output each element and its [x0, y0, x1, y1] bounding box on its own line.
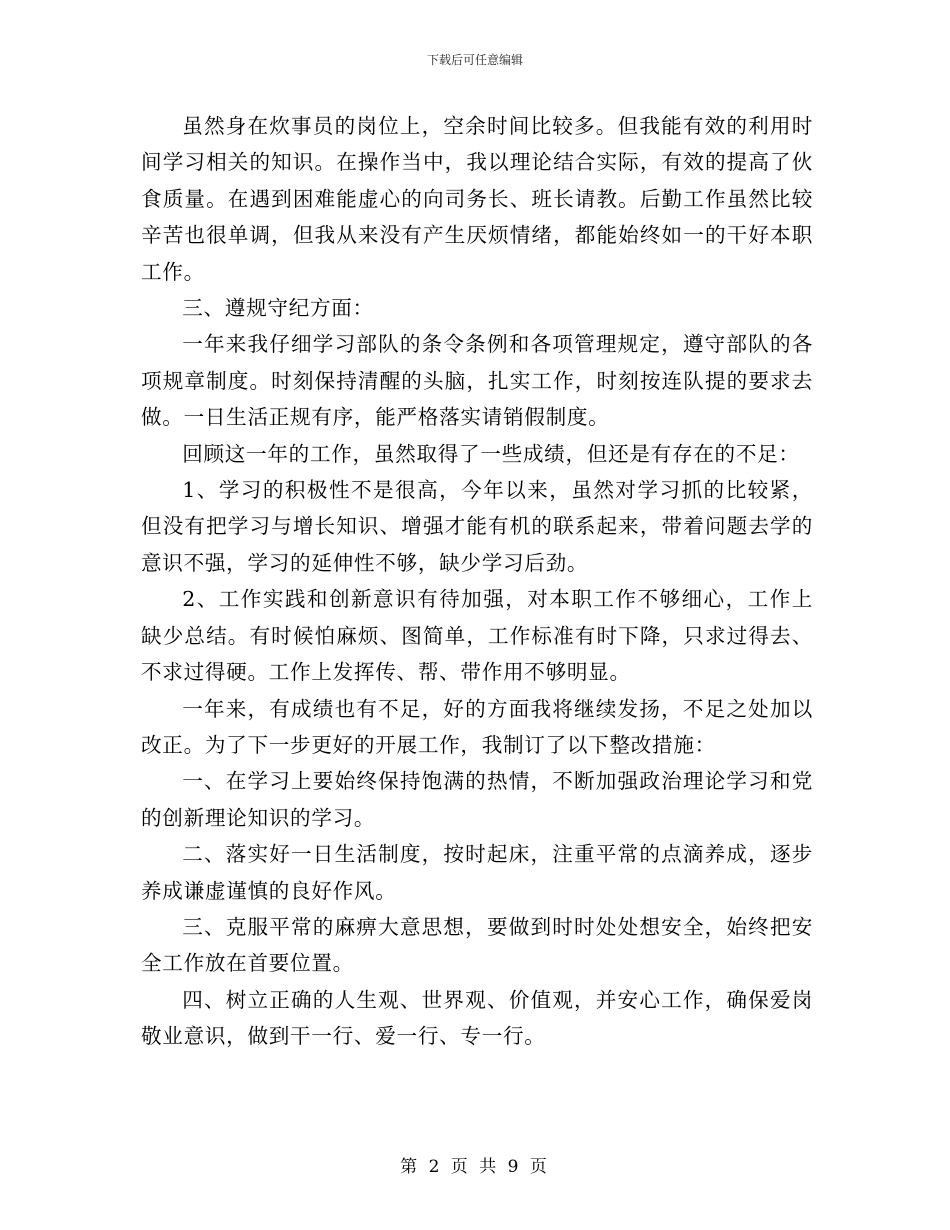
list-item: 二、落实好一日生活制度，按时起床，注重平常的点滴养成，逐步养成谦虚谨慎的良好作风。: [141, 842, 813, 903]
paragraph: 虽然身在炊事员的岗位上，空余时间比较多。但我能有效的利用时间学习相关的知识。在操作当中，我以理论结合实际，有效的提高了伙食质量。在遇到困难能虚心的向司务长、班长请教。后勤工作虽然比较辛苦也很单调，但我从来没有产生厌烦情绪，都能始终如一的干好本职工作。: [141, 114, 813, 284]
list-item: 三、克服平常的麻痹大意思想，要做到时时处处想安全，始终把安全工作放在首要位置。: [141, 914, 813, 976]
section-heading: 三、遵规守纪方面：: [182, 296, 374, 321]
document-body: [141, 108, 813, 1055]
paragraph: 回顾这一年的工作，虽然取得了一些成绩，但还是有存在的不足：: [182, 441, 800, 466]
list-item: 2、工作实践和创新意识有待加强，对本职工作不够细心，工作上缺少总结。有时候怕麻烦、图简单，工作标准有时下降，只求过得去、不求过得硬。工作上发挥传、帮、带作用不够明显。: [141, 587, 813, 685]
list-item: 一、在学习上要始终保持饱满的热情，不断加强政治理论学习和党的创新理论知识的学习。: [141, 769, 813, 830]
page-header: 下载后可任意编辑: [426, 53, 523, 67]
list-item: 1、学习的积极性不是很高，今年以来，虽然对学习抓的比较紧，但没有把学习与增长知识、增强才能有机的联系起来，带着问题去学的意识不强，学习的延伸性不够，缺少学习后劲。: [141, 478, 813, 575]
paragraph: 一年来，有成绩也有不足，好的方面我将继续发扬，不足之处加以改正。为了下一步更好的开展工作，我制订了以下整改措施：: [141, 696, 813, 757]
paragraph: 一年来我仔细学习部队的条令条例和各项管理规定，遵守部队的各项规章制度。时刻保持清醒的头脑，扎实工作，时刻按连队提的要求去做。一日生活正规有序，能严格落实请销假制度。: [141, 332, 813, 430]
list-item: 四、树立正确的人生观、世界观、价值观，并安心工作，确保爱岗敬业意识，做到干一行、爱一行、专一行。: [141, 987, 813, 1049]
page-number: 第 2 页 共 9 页: [400, 1157, 550, 1177]
